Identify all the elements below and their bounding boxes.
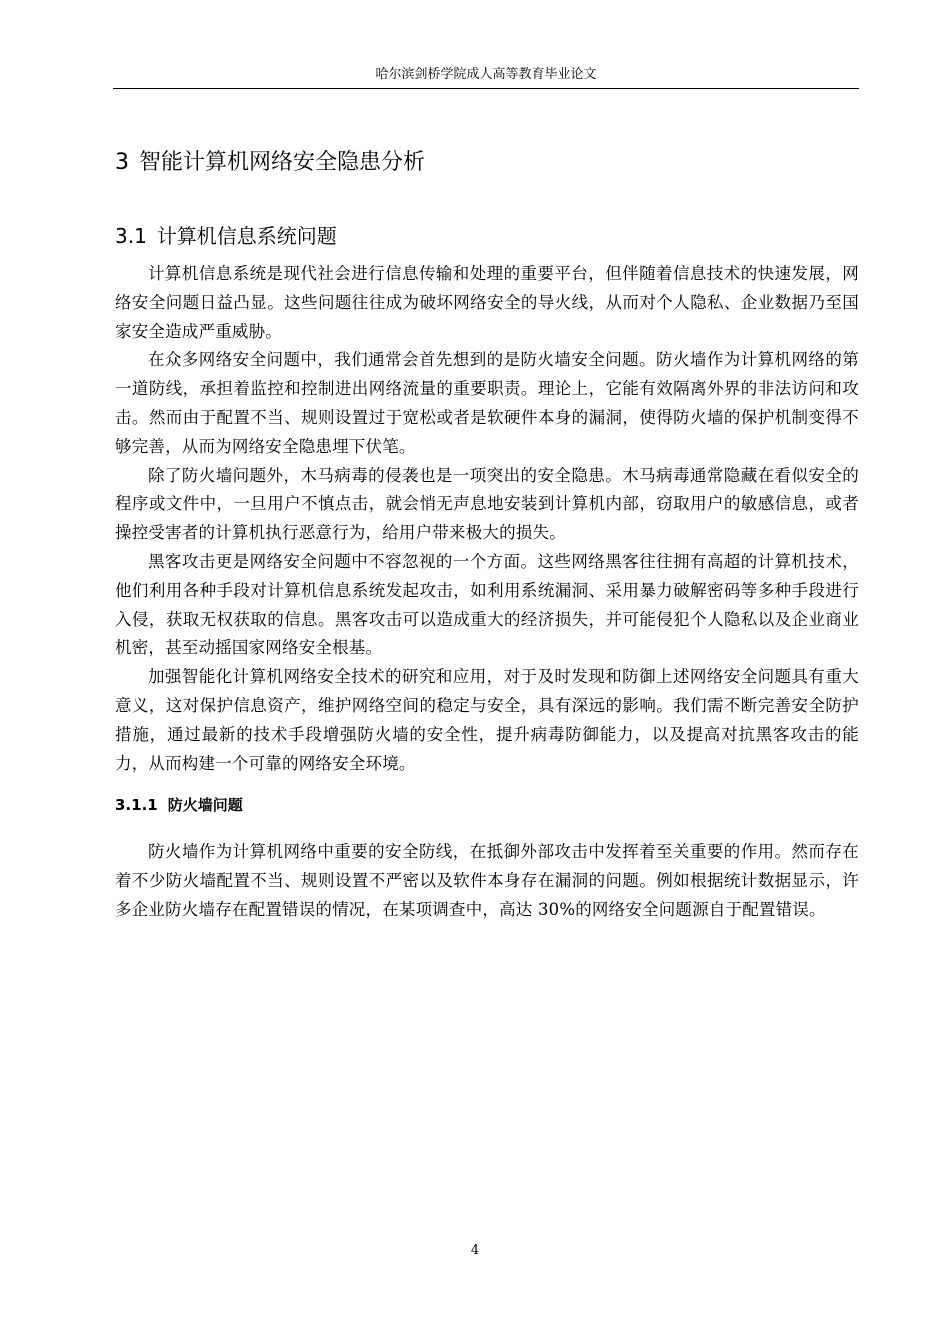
subsection-title: 防火墙问题 bbox=[167, 796, 243, 815]
chapter-number: 3 bbox=[115, 150, 129, 175]
chapter-title: 智能计算机网络安全隐患分析 bbox=[139, 150, 426, 175]
body-paragraph: 加强智能化计算机网络安全技术的研究和应用，对于及时发现和防御上述网络安全问题具有重大意义，这对保护信息资产，维护网络空间的稳定与安全，具有深远的影响。我们需不断完善安全防护措施，通过最新的技术手段增强防火墙的安全性，提升病毒防御能力，以及提高对抗黑客攻击的能力，从而构建一个可靠的网络安全环境。 bbox=[115, 667, 859, 773]
header-divider bbox=[113, 88, 859, 89]
running-header: 哈尔滨剑桥学院成人高等教育毕业论文 bbox=[375, 67, 597, 82]
body-paragraph: 除了防火墙问题外，木马病毒的侵袭也是一项突出的安全隐患。木马病毒通常隐藏在看似安全的程序或文件中，一旦用户不慎点击，就会悄无声息地安装到计算机内部，窃取用户的敏感信息，或者操控受害者的计算机执行恶意行为，给用户带来极大的损失。 bbox=[115, 465, 859, 543]
section-number: 3.1 bbox=[115, 224, 147, 248]
section-title: 计算机信息系统问题 bbox=[156, 224, 337, 248]
page-number: 4 bbox=[470, 1243, 480, 1258]
body-paragraph: 在众多网络安全问题中，我们通常会首先想到的是防火墙安全问题。防火墙作为计算机网络的第一道防线，承担着监控和控制进出网络流量的重要职责。理论上，它能有效隔离外界的非法访问和攻击。然而由于配置不当、规则设置过于宽松或者是软硬件本身的漏洞，使得防火墙的保护机制变得不够完善，从而为网络安全隐患埋下伏笔。 bbox=[115, 350, 859, 456]
subsection-heading bbox=[115, 794, 859, 816]
body-paragraph: 计算机信息系统是现代社会进行信息传输和处理的重要平台，但伴随着信息技术的快速发展，网络安全问题日益凸显。这些问题往往成为破坏网络安全的导火线，从而对个人隐私、企业数据乃至国家安全造成严重威胁。 bbox=[115, 264, 859, 341]
body-paragraph: 防火墙作为计算机网络中重要的安全防线，在抵御外部攻击中发挥着至关重要的作用。然而存在着不少防火墙配置不当、规则设置不严密以及软件本身存在漏洞的问题。例如根据统计数据显示，许多企业防火墙存在配置错误的情况，在某项调查中，高达 30%的网络安全问题源自于配置错误。 bbox=[115, 842, 859, 919]
chapter-heading bbox=[115, 148, 859, 178]
body-paragraph: 黑客攻击更是网络安全问题中不容忽视的一个方面。这些网络黑客往往拥有高超的计算机技术，他们利用各种手段对计算机信息系统发起攻击，如利用系统漏洞、采用暴力破解密码等多种手段进行入侵，获取无权获取的信息。黑客攻击可以造成重大的经济损失，并可能侵犯个人隐私以及企业商业机密，甚至动摇国家网络安全根基。 bbox=[115, 551, 859, 658]
section-heading bbox=[115, 222, 859, 250]
page-body bbox=[115, 140, 859, 925]
subsection-number: 3.1.1 bbox=[115, 796, 158, 815]
